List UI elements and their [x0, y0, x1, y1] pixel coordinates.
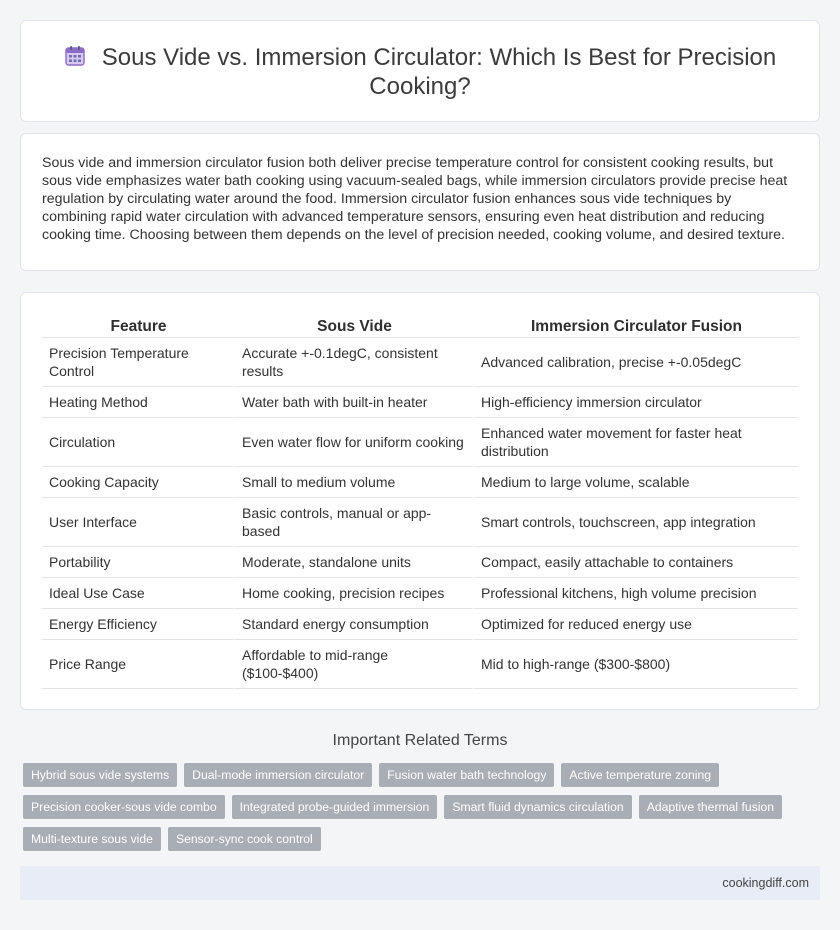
related-term-tag[interactable]: Active temperature zoning	[561, 763, 719, 787]
fusion-cell: Mid to high-range ($300-$800)	[474, 640, 799, 689]
related-term-tag[interactable]: Fusion water bath technology	[379, 763, 554, 787]
page-title-container	[61, 43, 779, 101]
feature-cell: Heating Method	[42, 387, 235, 418]
title-card	[20, 20, 820, 122]
feature-cell: Cooking Capacity	[42, 467, 235, 498]
table-row	[42, 578, 799, 609]
table-row	[42, 467, 799, 498]
fusion-cell: High-efficiency immersion circulator	[474, 387, 799, 418]
footer-site-link[interactable]: cookingdiff.com	[722, 876, 809, 890]
related-term-tag[interactable]: Dual-mode immersion circulator	[184, 763, 372, 787]
table-row	[42, 338, 799, 387]
feature-cell: User Interface	[42, 498, 235, 547]
sous-vide-cell: Even water flow for uniform cooking	[235, 418, 474, 467]
fusion-cell: Professional kitchens, high volume precision	[474, 578, 799, 609]
sous-vide-cell: Basic controls, manual or app-based	[235, 498, 474, 547]
fusion-cell: Compact, easily attachable to containers	[474, 547, 799, 578]
table-header-row	[42, 317, 799, 338]
header-sous-vide: Sous Vide	[235, 317, 474, 338]
related-terms-heading: Important Related Terms	[332, 732, 508, 749]
sous-vide-cell: Accurate +-0.1degC, consistent results	[235, 338, 474, 387]
feature-cell: Price Range	[42, 640, 235, 689]
related-term-tag[interactable]: Precision cooker-sous vide combo	[23, 795, 225, 819]
related-term-tag[interactable]: Smart fluid dynamics circulation	[444, 795, 631, 819]
feature-cell: Energy Efficiency	[42, 609, 235, 640]
sous-vide-cell: Home cooking, precision recipes	[235, 578, 474, 609]
intro-paragraph: Sous vide and immersion circulator fusion both deliver precise temperature control for consistent cooking results, but sous vide emphasizes water bath cooking using vacuum-sealed bags, while immersion circulators provide precise heat regulation by circulating water around the food. Immersion circulator fusion enhances sous vide techniques by combining rapid water circulation with advanced temperature sensors, ensuring even heat distribution and reducing cooking time. Choosing between them depends on the level of precision needed, cooking volume, and desired texture.	[42, 155, 788, 243]
table-row	[42, 387, 799, 418]
header-feature: Feature	[42, 317, 235, 338]
intro-card	[20, 133, 820, 271]
related-terms-list	[23, 763, 803, 851]
fusion-cell: Optimized for reduced energy use	[474, 609, 799, 640]
sous-vide-cell: Small to medium volume	[235, 467, 474, 498]
page-title: Sous Vide vs. Immersion Circulator: Which Is Best for Precision Cooking?	[101, 44, 777, 100]
related-term-tag[interactable]: Integrated probe-guided immersion	[232, 795, 438, 819]
feature-cell: Circulation	[42, 418, 235, 467]
feature-cell: Portability	[42, 547, 235, 578]
related-term-tag[interactable]: Hybrid sous vide systems	[23, 763, 177, 787]
fusion-cell: Medium to large volume, scalable	[474, 467, 799, 498]
table-row	[42, 418, 799, 467]
sous-vide-cell: Water bath with built-in heater	[235, 387, 474, 418]
fusion-cell: Advanced calibration, precise +-0.05degC	[474, 338, 799, 387]
related-term-tag[interactable]: Adaptive thermal fusion	[639, 795, 782, 819]
footer	[20, 866, 820, 900]
feature-cell: Ideal Use Case	[42, 578, 235, 609]
sous-vide-cell: Affordable to mid-range ($100-$400)	[235, 640, 474, 689]
table-row	[42, 609, 799, 640]
header-immersion-circulator-fusion: Immersion Circulator Fusion	[474, 317, 799, 338]
fusion-cell: Smart controls, touchscreen, app integration	[474, 498, 799, 547]
table-row	[42, 640, 799, 689]
feature-cell: Precision Temperature Control	[42, 338, 235, 387]
sous-vide-cell: Standard energy consumption	[235, 609, 474, 640]
calendar-grid-icon	[64, 45, 86, 67]
comparison-card	[20, 292, 820, 710]
related-term-tag[interactable]: Multi-texture sous vide	[23, 827, 161, 851]
fusion-cell: Enhanced water movement for faster heat distribution	[474, 418, 799, 467]
table-row	[42, 547, 799, 578]
comparison-table	[42, 317, 799, 689]
sous-vide-cell: Moderate, standalone units	[235, 547, 474, 578]
related-term-tag[interactable]: Sensor-sync cook control	[168, 827, 321, 851]
table-row	[42, 498, 799, 547]
